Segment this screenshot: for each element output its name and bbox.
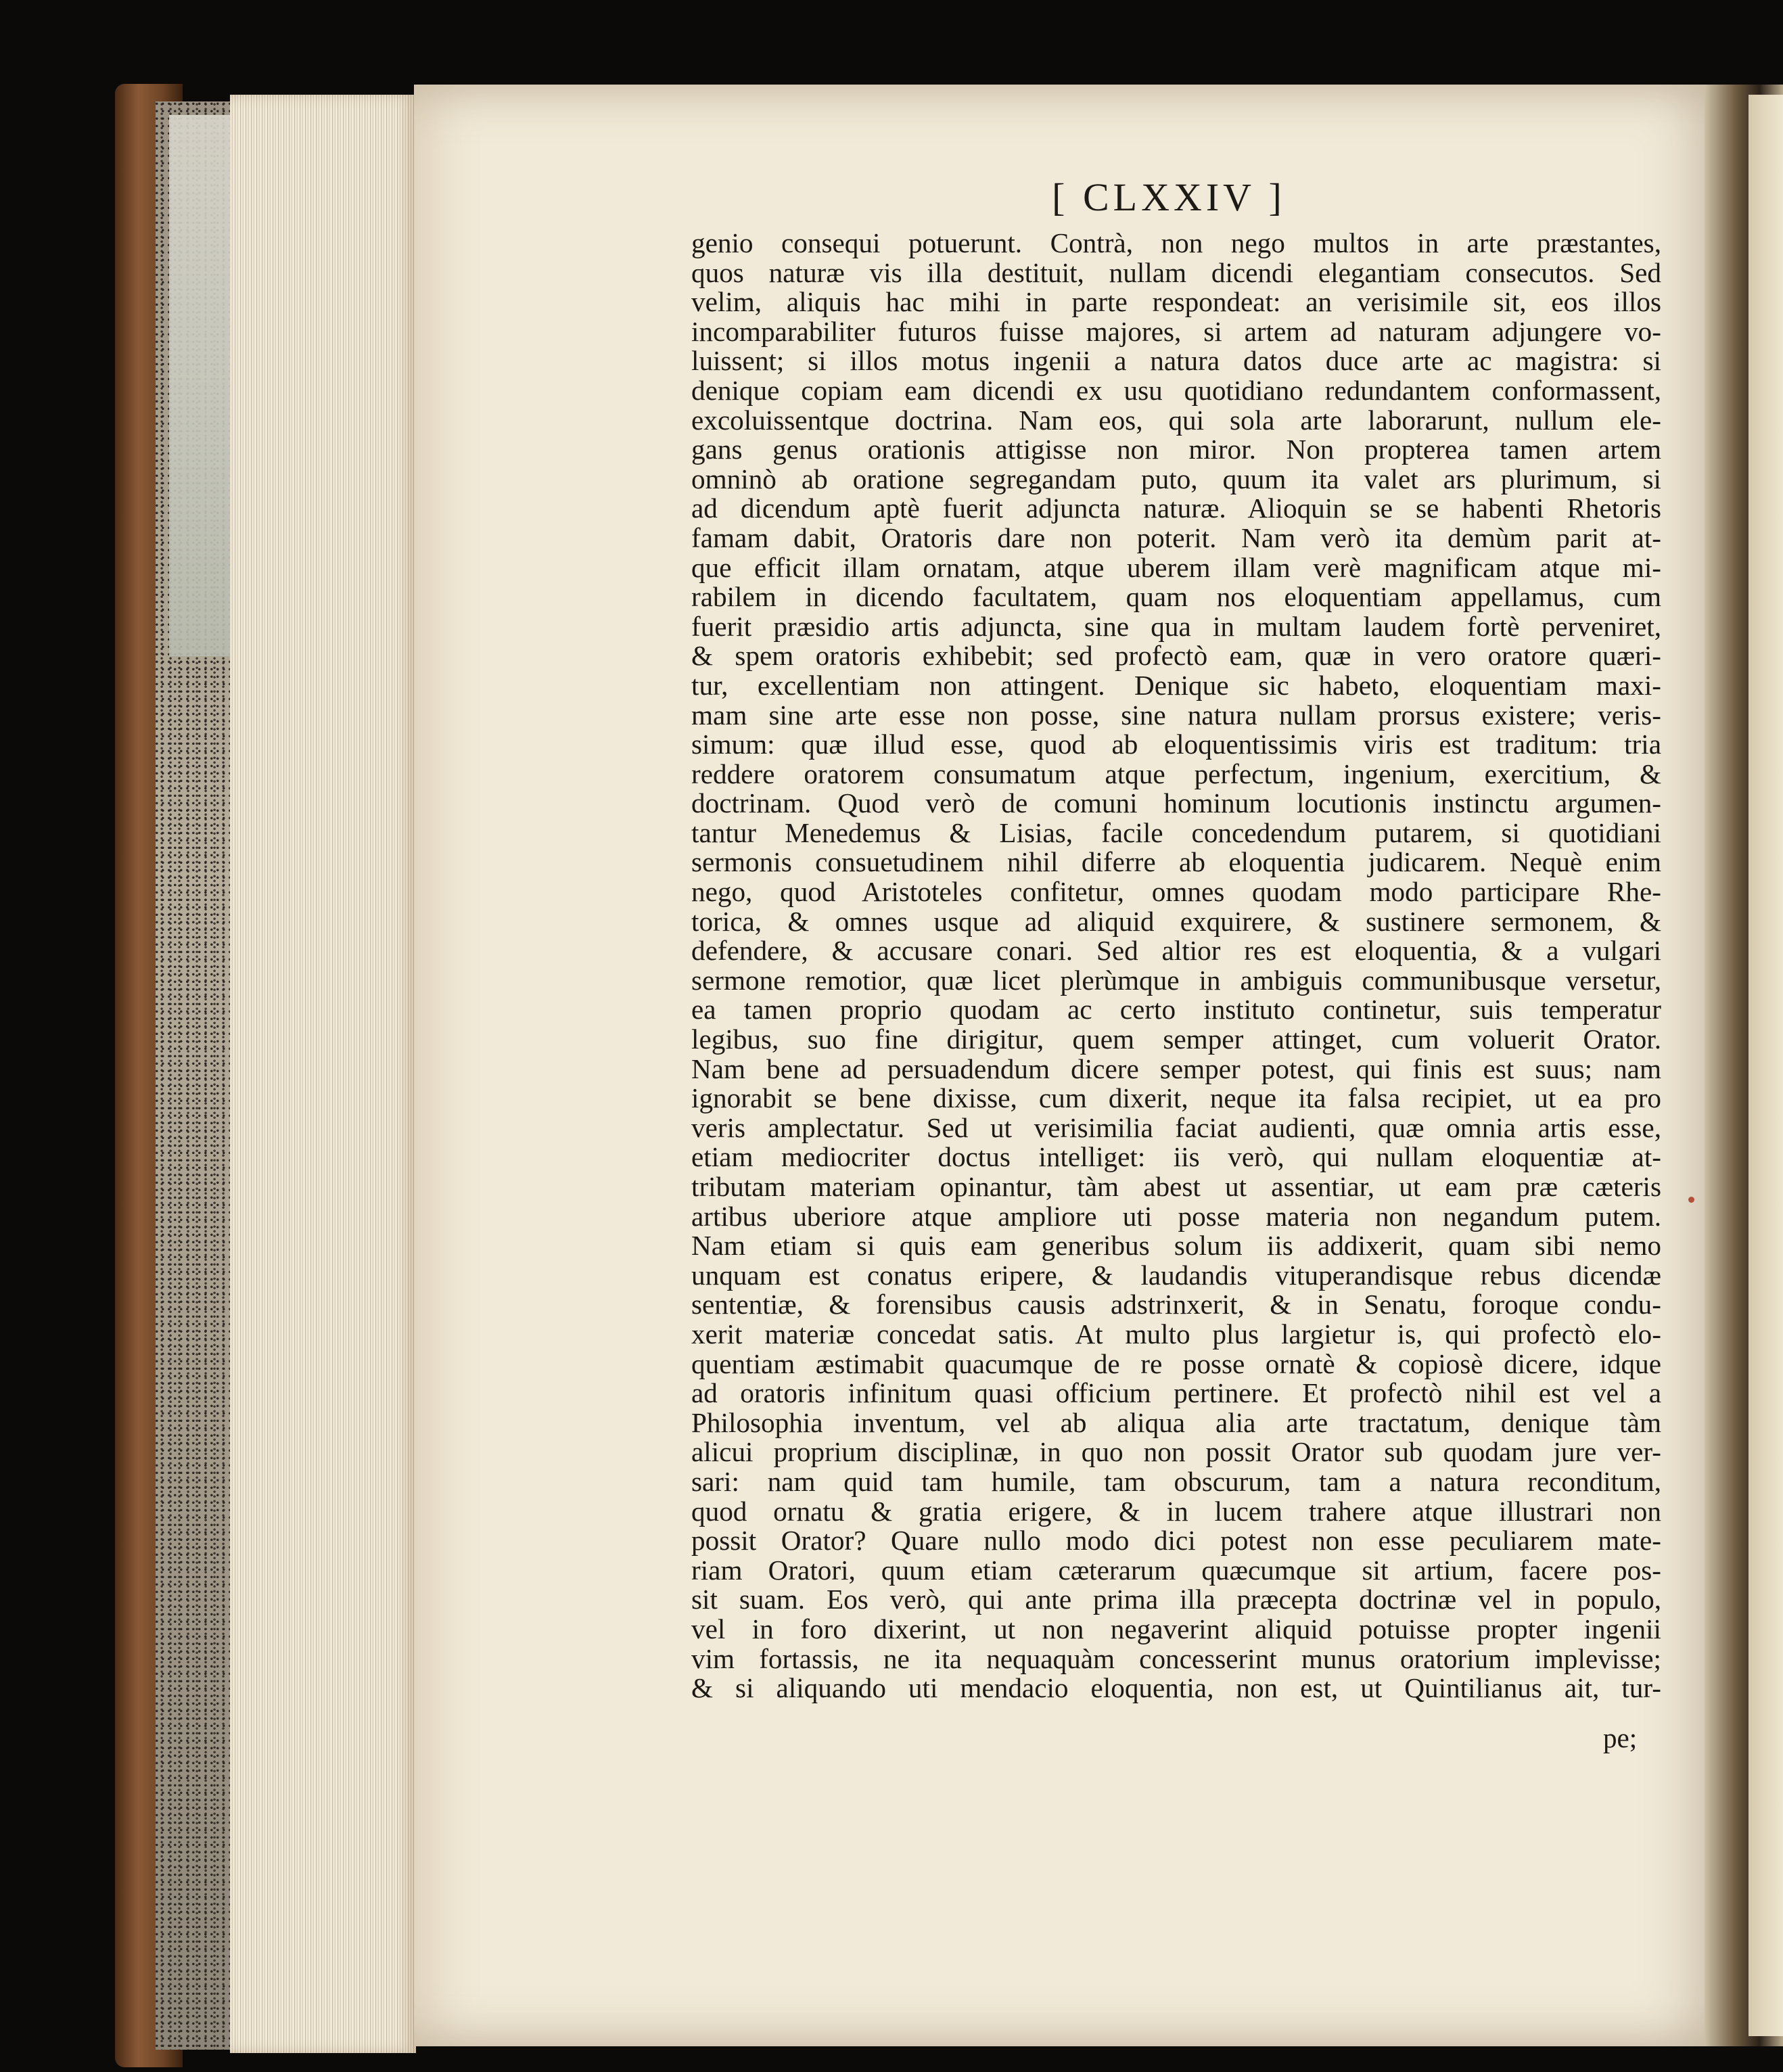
text-line: Philosophia inventum, vel ab aliqua alia arte tractatum, denique tàm xyxy=(691,1406,1661,1438)
text-line: etiam mediocriter doctus intelliget: iis verò, qui nullam eloquentiæ at- xyxy=(691,1141,1661,1173)
text-line: xerit materiæ concedat satis. At multo plus largietur is, qui profectò elo- xyxy=(691,1318,1661,1350)
text-line: sari: nam quid tam humile, tam obscurum, tam a natura reconditum, xyxy=(691,1465,1661,1497)
text-line: veris amplectatur. Sed ut verisimilia faciat audienti, quæ omnia artis esse, xyxy=(691,1111,1661,1143)
text-line: quod ornatu & gratia erigere, & in lucem trahere atque illustrari non xyxy=(691,1495,1661,1527)
text-line: ad dicendum aptè fuerit adjuncta naturæ. Alioquin se se habenti Rhetoris xyxy=(691,492,1661,524)
text-line: omninò ab oratione segregandam puto, quum ita valet ars plurimum, si xyxy=(691,463,1661,494)
text-line: que efficit illam ornatam, atque uberem illam verè magnificam atque mi- xyxy=(691,551,1661,583)
text-line: velim, aliquis hac mihi in parte respondeat: an verisimile sit, eos illos xyxy=(691,286,1661,318)
text-line: ignorabit se bene dixisse, cum dixerit, neque ita falsa recipiet, ut ea pro xyxy=(691,1082,1661,1114)
catchword: pe; xyxy=(1603,1722,1638,1753)
text-line: quos naturæ vis illa destituit, nullam dicendi elegantiam consecutos. Sed xyxy=(691,256,1661,288)
text-line: sententiæ, & forensibus causis adstrinxerit, & in Senatu, foroque condu- xyxy=(691,1289,1661,1320)
text-line: & spem oratoris exhibebit; sed profectò eam, quæ in vero oratore quæri- xyxy=(691,640,1661,672)
text-line: gans genus orationis attigisse non miror. Non propterea tamen artem xyxy=(691,434,1661,465)
text-line: & si aliquando uti mendacio eloquentia, non est, ut Quintilianus ait, tur- xyxy=(691,1672,1661,1704)
text-line: artibus uberiore atque ampliore uti posse materia non negandum putem. xyxy=(691,1200,1661,1232)
text-line: nego, quod Aristoteles confitetur, omnes quodam modo participare Rhe- xyxy=(691,876,1661,908)
text-line: doctrinam. Quod verò de comuni hominum locutionis instinctu argumen- xyxy=(691,787,1661,819)
text-line: denique copiam eam dicendi ex usu quotidiano redundantem conformassent, xyxy=(691,374,1661,406)
text-line: Nam etiam si quis eam generibus solum iis addixerit, quam sibi nemo xyxy=(691,1230,1661,1262)
text-line: possit Orator? Quare nullo modo dici potest non esse peculiarem mate- xyxy=(691,1525,1661,1557)
text-line: sit suam. Eos verò, qui ante prima illa præcepta doctrinæ vel in populo, xyxy=(691,1584,1661,1615)
text-line: luissent; si illos motus ingenii a natura datos duce arte ac magistra: si xyxy=(691,345,1661,377)
facing-page-edge xyxy=(1749,95,1783,2036)
text-line: ad oratoris infinitum quasi officium pertinere. Et profectò nihil est vel a xyxy=(691,1377,1661,1409)
page-body-text xyxy=(691,229,1661,1703)
text-line: vel in foro dixerint, ut non negaverint aliquid potuisse propter ingenii xyxy=(691,1613,1661,1644)
text-line: sermonis consuetudinem nihil diferre ab eloquentia judicarem. Nequè enim xyxy=(691,846,1661,878)
text-line: mam sine arte esse non posse, sine natura nullam prorsus existere; veris- xyxy=(691,699,1661,731)
text-line: reddere oratorem consumatum atque perfectum, ingenium, exercitium, & xyxy=(691,758,1661,789)
text-line: quentiam æstimabit quacumque de re posse ornatè & copiosè dicere, idque xyxy=(691,1348,1661,1379)
text-line: ea tamen proprio quodam ac certo instituto continetur, suis temperatur xyxy=(691,994,1661,1026)
text-line: genio consequi potuerunt. Contrà, non nego multos in arte præstantes, xyxy=(691,227,1661,258)
text-line: simum: quæ illud esse, quod ab eloquentissimis viris est traditum: tria xyxy=(691,729,1661,760)
text-line: tantur Menedemus & Lisias, facile concedendum putarem, si quotidiani xyxy=(691,816,1661,848)
text-line: Nam bene ad persuadendum dicere semper potest, qui finis est suus; nam xyxy=(691,1053,1661,1084)
text-line: rabilem in dicendo facultatem, quam nos eloquentiam appellamus, cum xyxy=(691,581,1661,613)
text-line: alicui proprium disciplinæ, in quo non possit Orator sub quodam jure ver- xyxy=(691,1436,1661,1468)
page-edges xyxy=(230,95,416,2053)
ink-spot xyxy=(1688,1197,1694,1203)
text-line: sermone remotior, quæ licet plerùmque in ambiguis communibusque versetur, xyxy=(691,964,1661,996)
text-line: famam dabit, Oratoris dare non poterit. Nam verò ita demùm parit at- xyxy=(691,522,1661,553)
text-line: fuerit præsidio artis adjuncta, sine qua in multam laudem fortè perveniret, xyxy=(691,610,1661,642)
text-line: riam Oratori, quum etiam cæterarum quæcumque sit artium, facere pos- xyxy=(691,1554,1661,1586)
text-line: vim fortassis, ne ita nequaquàm concesserint munus oratorium implevisse; xyxy=(691,1642,1661,1674)
text-line: unquam est conatus eripere, & laudandis vituperandisque rebus dicendæ xyxy=(691,1259,1661,1291)
text-line: legibus, suo fine dirigitur, quem semper attinget, cum voluerit Orator. xyxy=(691,1023,1661,1055)
text-line: tributam materiam opinantur, tàm abest ut assentiar, ut eam præ cæteris xyxy=(691,1171,1661,1202)
text-line: excoluissentque doctrina. Nam eos, qui sola arte laborarunt, nullum ele- xyxy=(691,404,1661,436)
text-line: torica, & omnes usque ad aliquid exquirere, & sustinere sermonem, & xyxy=(691,905,1661,937)
endpaper xyxy=(169,115,230,656)
text-line: tur, excellentiam non attingent. Denique sic habeto, eloquentiam maxi- xyxy=(691,669,1661,701)
text-line: defendere, & accusare conari. Sed altior res est eloquentia, & a vulgari xyxy=(691,935,1661,967)
page-header: [ CLXXIV ] xyxy=(1052,175,1286,219)
text-line: incomparabiliter futuros fuisse majores, si artem ad naturam adjungere vo- xyxy=(691,315,1661,347)
